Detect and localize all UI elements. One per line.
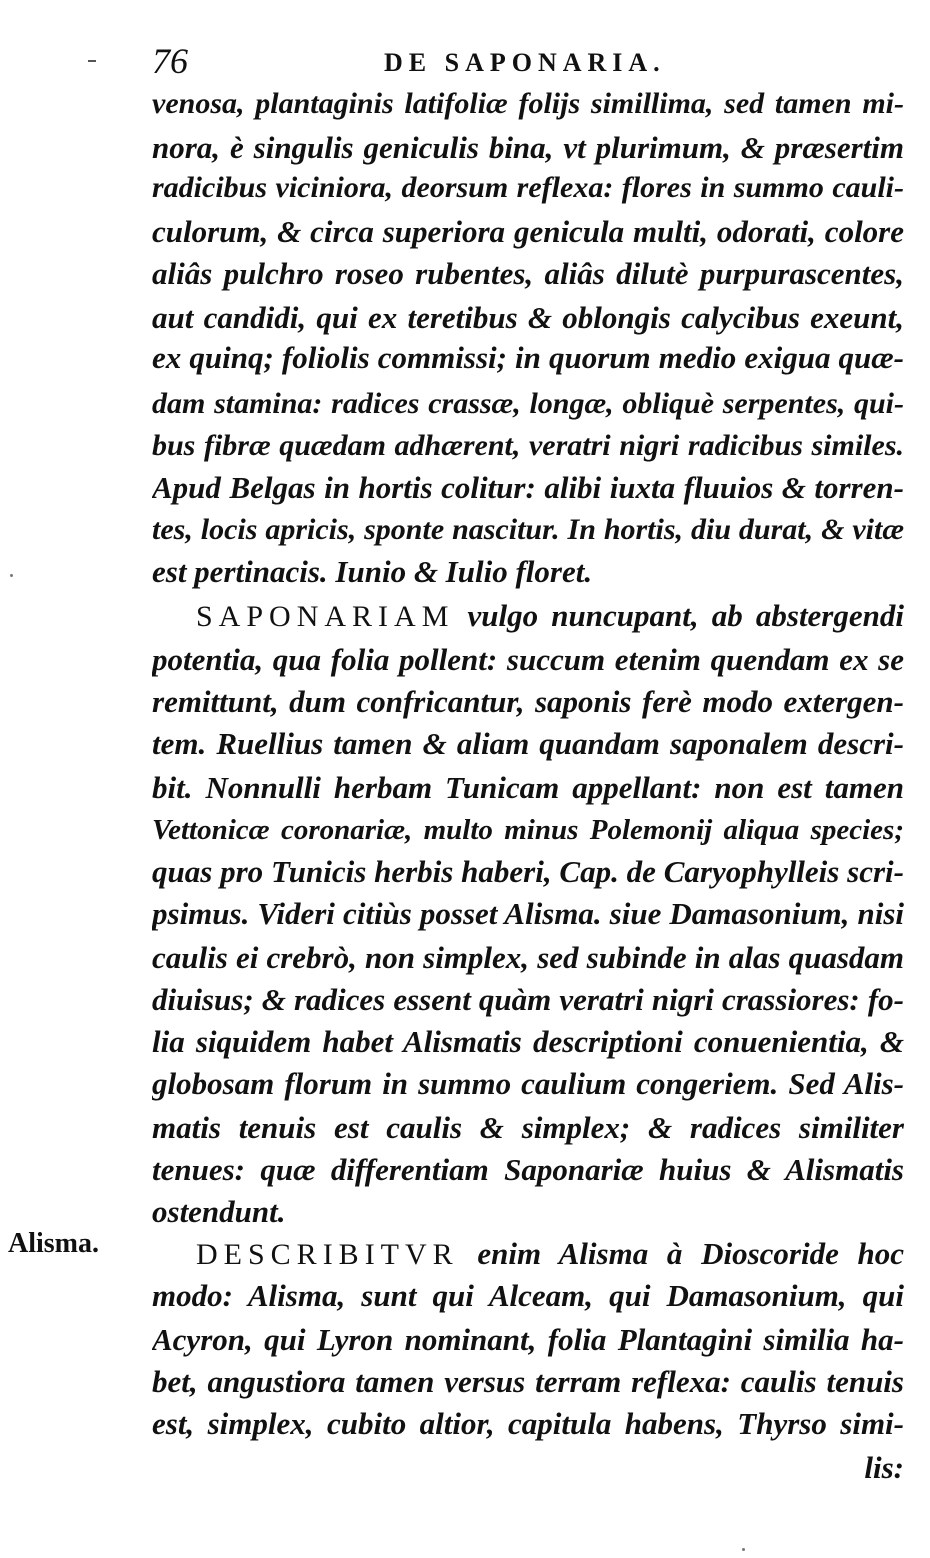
text-line: diuisus; & radices essent quàm veratri nigri crassiores: fo-: [152, 982, 904, 1017]
text-line: globosam florum in summo caulium congeriem. Sed Alis-: [152, 1066, 904, 1101]
text-line: potentia, qua folia pollent: succum etenim quendam ex se: [152, 642, 904, 677]
text-line: culorum, & circa superiora genicula multi, odorati, colore: [152, 214, 904, 249]
text-line: venosa, plantaginis latifoliæ folijs simillima, sed tamen mi-: [152, 87, 904, 120]
text-line: aliâs pulchro roseo rubentes, aliâs dilutè purpurascentes,: [152, 256, 904, 291]
text-line: lia siquidem habet Alismatis descriptioni conuenientia, &: [152, 1024, 904, 1059]
text-line: modo: Alisma, sunt qui Alceam, qui Damasonium, qui: [152, 1278, 904, 1313]
text-line: quas pro Tunicis herbis haberi, Cap. de Caryophylleis scri-: [152, 854, 904, 889]
text-line: Apud Belgas in hortis colitur: alibi iuxta fluuios & torren-: [152, 470, 904, 505]
text-line: aut candidi, qui ex teretibus & oblongis calycibus exeunt,: [152, 300, 904, 335]
text-line: bit. Nonnulli herbam Tunicam appellant: non est tamen: [152, 770, 904, 805]
smallcaps-word: SAPONARIAM: [196, 600, 455, 633]
text-line: nora, è singulis geniculis bina, vt plurimum, & præsertim: [152, 130, 904, 165]
text-line: remittunt, dum confricantur, saponis ferè modo extergen-: [152, 684, 904, 719]
page-header: [152, 40, 812, 84]
text-line: bet, angustiora tamen versus terram reflexa: caulis tenuis: [152, 1364, 904, 1399]
text-line: ex quinq; foliolis commissi; in quorum medio exigua quæ-: [152, 340, 904, 375]
ink-speck: [10, 574, 13, 577]
text-line: enim Alisma à Dioscoride hoc: [477, 1236, 904, 1271]
text-line: tem. Ruellius tamen & aliam quandam saponalem descri-: [152, 726, 904, 761]
paragraph-opening: [196, 596, 904, 636]
catchword: lis:: [864, 1450, 904, 1485]
text-line: matis tenuis est caulis & simplex; & radices similiter: [152, 1110, 904, 1145]
ink-speck: [742, 1548, 745, 1551]
margin-note: Alisma.: [8, 1228, 99, 1259]
text-line: vulgo nuncupant, ab abstergendi: [467, 598, 904, 633]
paragraph-opening: [196, 1234, 904, 1274]
text-line: tenues: quæ differentiam Saponariæ huius & Alismatis: [152, 1152, 904, 1187]
text-line: psimus. Videri citiùs posset Alisma. siue Damasonium, nisi: [152, 896, 904, 931]
text-line: ostendunt.: [152, 1194, 286, 1229]
text-line: Vettonicæ coronariæ, multo minus Polemonij aliqua species;: [152, 814, 904, 846]
text-line: radicibus viciniora, deorsum reflexa: flores in summo cauli-: [152, 171, 904, 204]
text-line: est pertinacis. Iunio & Iulio floret.: [152, 554, 593, 589]
text-line: bus fibræ quædam adhærent, veratri nigri radicibus similes.: [152, 429, 904, 462]
margin-mark: [88, 60, 96, 62]
smallcaps-word: DESCRIBITVR: [196, 1238, 459, 1271]
text-line: tes, locis apricis, sponte nascitur. In hortis, diu durat, & vitæ: [152, 513, 904, 546]
text-line: Acyron, qui Lyron nominant, folia Plantagini similia ha-: [152, 1322, 904, 1357]
text-line: dam stamina: radices crassæ, longæ, obliquè serpentes, qui-: [152, 387, 904, 420]
text-line: est, simplex, cubito altior, capitula habens, Thyrso simi-: [152, 1406, 904, 1441]
page-number: 76: [152, 41, 188, 81]
running-title: DE SAPONARIA.: [384, 48, 666, 77]
text-line: caulis ei crebrò, non simplex, sed subinde in alas quasdam: [152, 940, 904, 975]
